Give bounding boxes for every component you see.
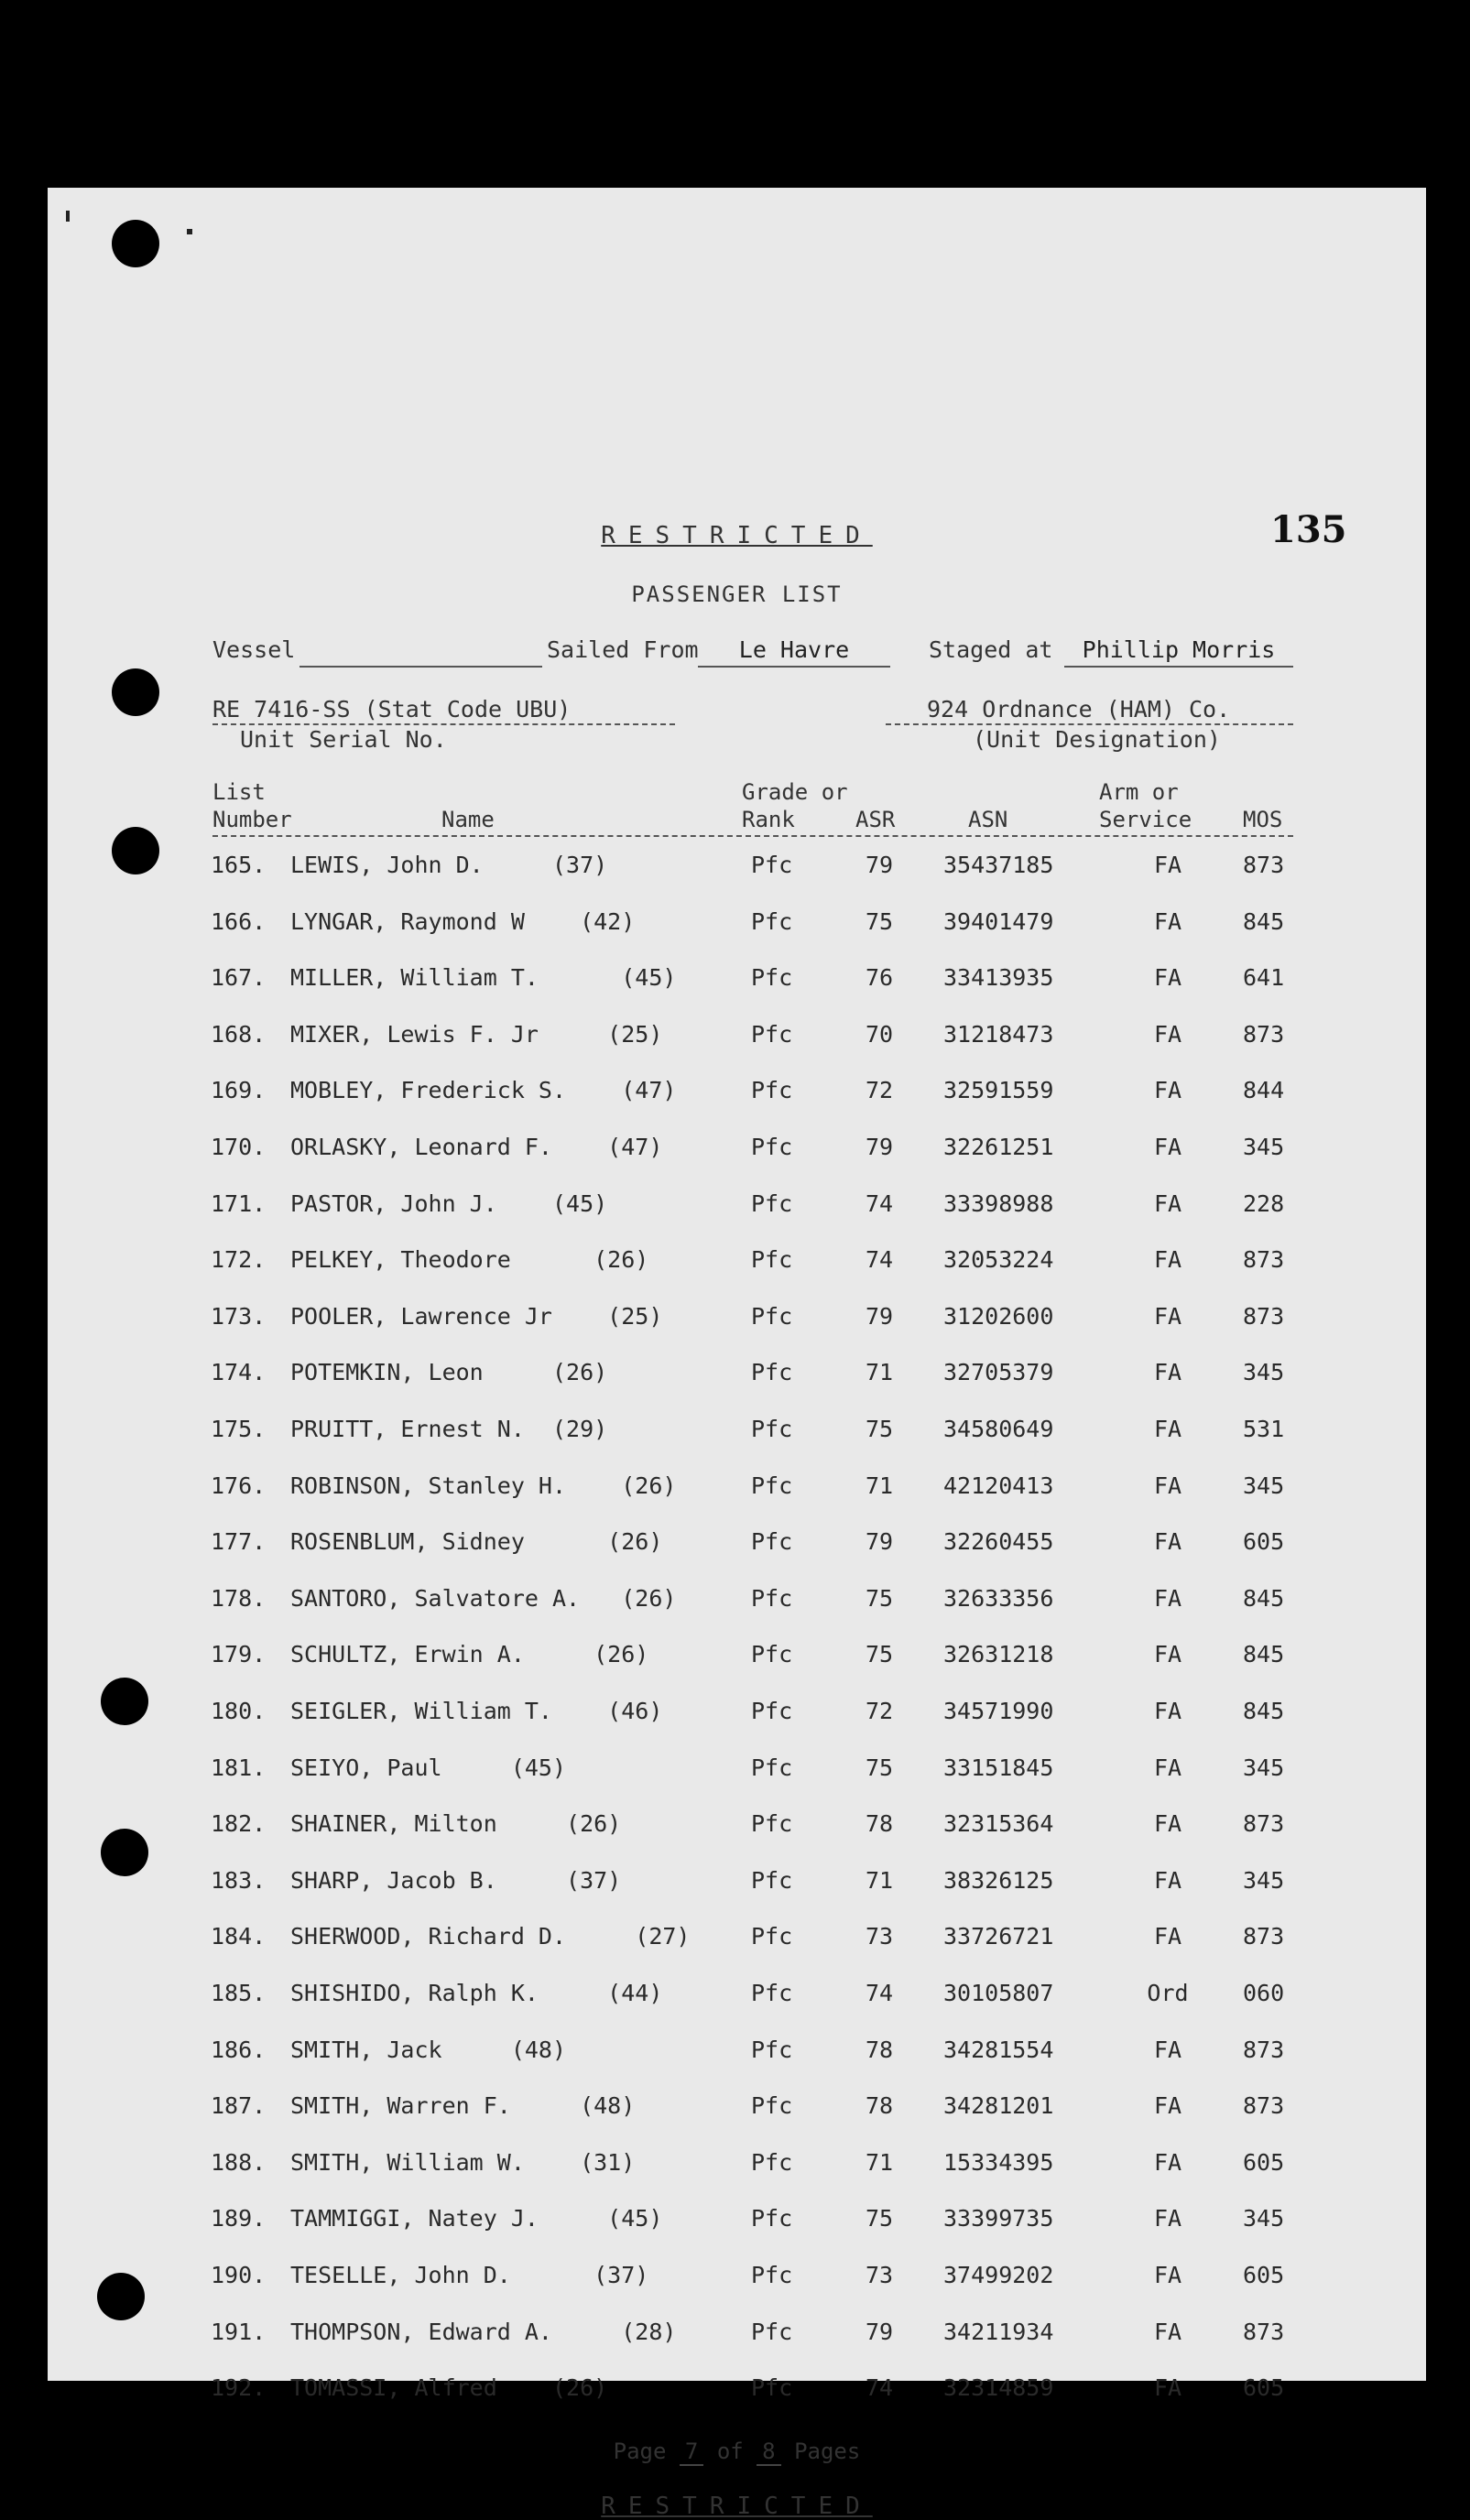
grade-cell: Pfc <box>751 2205 793 2232</box>
asn-cell: 38326125 <box>943 1866 1054 1894</box>
asr-cell: 72 <box>866 1077 894 1104</box>
grade-cell: Pfc <box>751 1923 793 1950</box>
table-row <box>48 1246 1426 1283</box>
grade-cell: Pfc <box>751 1584 793 1612</box>
passenger-name-cell: LEWIS, John D. (37) <box>290 852 608 878</box>
table-row <box>48 2319 1426 2355</box>
arm-service-cell: FA <box>1153 1359 1182 1386</box>
table-row <box>48 1528 1426 1565</box>
asn-cell: 39401479 <box>943 907 1054 935</box>
page-current: 7 <box>680 2439 703 2466</box>
list-number-cell: 175. <box>211 1416 267 1442</box>
list-number-cell: 171. <box>211 1189 267 1217</box>
grade-cell: Pfc <box>751 1134 793 1160</box>
table-row <box>48 1190 1426 1227</box>
grade-cell: Pfc <box>751 1472 793 1499</box>
asn-cell: 34580649 <box>943 1416 1054 1442</box>
table-row <box>48 1021 1426 1058</box>
passenger-name-cell: SCHULTZ, Erwin A. (26) <box>290 1641 649 1668</box>
list-number-cell: 165. <box>211 852 267 878</box>
arm-service-cell: FA <box>1153 1189 1182 1217</box>
list-number-cell: 173. <box>211 1302 267 1330</box>
asn-cell: 32053224 <box>943 1246 1054 1274</box>
mos-cell: 345 <box>1243 1472 1285 1499</box>
asr-cell: 74 <box>866 2374 894 2402</box>
list-number-cell: 191. <box>211 2318 267 2345</box>
asn-cell: 33413935 <box>943 964 1054 992</box>
passenger-name-cell: SEIYO, Paul (45) <box>290 1754 567 1781</box>
list-number-cell: 167. <box>211 964 267 992</box>
classification-header: RESTRICTED <box>601 522 873 549</box>
asr-cell: 78 <box>866 1810 894 1838</box>
passenger-name-cell: TAMMIGGI, Natey J. (45) <box>290 2205 663 2232</box>
document-page <box>48 188 1426 2520</box>
staged-at-label: Staged at <box>929 636 1053 663</box>
mos-cell: 844 <box>1243 1077 1285 1104</box>
asr-cell: 74 <box>866 1246 894 1274</box>
list-number-cell: 189. <box>211 2205 267 2232</box>
table-row <box>48 1303 1426 1340</box>
grade-cell: Pfc <box>751 1980 793 2006</box>
arm-service-cell: FA <box>1153 1302 1182 1330</box>
arm-service-cell: FA <box>1153 1246 1182 1274</box>
asr-cell: 71 <box>866 2148 894 2176</box>
vessel-value <box>299 636 542 668</box>
table-row <box>48 1754 1426 1791</box>
arm-service-cell: FA <box>1153 1472 1182 1499</box>
grade-cell: Pfc <box>751 1189 793 1217</box>
header-arm: Arm or Service <box>1099 779 1192 832</box>
table-row <box>48 1585 1426 1622</box>
arm-service-cell: FA <box>1153 2036 1182 2063</box>
table-row <box>48 1359 1426 1396</box>
asr-cell: 72 <box>866 1698 894 1724</box>
list-number-cell: 183. <box>211 1866 267 1894</box>
page-prefix: Page <box>613 2439 667 2464</box>
grade-cell: Pfc <box>751 1077 793 1104</box>
mos-cell: 605 <box>1243 2374 1285 2402</box>
arm-service-cell: Ord <box>1147 1980 1189 2006</box>
asn-cell: 32314859 <box>943 2374 1054 2402</box>
table-row <box>48 2262 1426 2298</box>
classification-footer: RESTRICTED <box>601 2493 873 2520</box>
asn-cell: 33726721 <box>943 1923 1054 1950</box>
passenger-name-cell: SANTORO, Salvatore A. (26) <box>290 1584 677 1612</box>
staged-at-value: Phillip Morris <box>1064 636 1293 668</box>
table-row <box>48 1134 1426 1170</box>
asr-cell: 76 <box>866 964 894 992</box>
asr-cell: 75 <box>866 2205 894 2232</box>
grade-cell: Pfc <box>751 852 793 878</box>
passenger-name-cell: SMITH, William W. (31) <box>290 2148 636 2176</box>
list-number-cell: 179. <box>211 1641 267 1668</box>
mos-cell: 845 <box>1243 907 1285 935</box>
table-row <box>48 1867 1426 1904</box>
passenger-name-cell: LYNGAR, Raymond W (42) <box>290 907 636 935</box>
passenger-name-cell: TOMASSI, Alfred (26) <box>290 2374 608 2402</box>
mos-cell: 345 <box>1243 1359 1285 1386</box>
arm-service-cell: FA <box>1153 1528 1182 1556</box>
asn-cell: 32631218 <box>943 1641 1054 1668</box>
arm-service-cell: FA <box>1153 1077 1182 1104</box>
table-row <box>48 1077 1426 1113</box>
passenger-name-cell: POOLER, Lawrence Jr (25) <box>290 1302 663 1330</box>
grade-cell: Pfc <box>751 2374 793 2402</box>
grade-cell: Pfc <box>751 2092 793 2120</box>
list-number-cell: 190. <box>211 2262 267 2288</box>
arm-service-cell: FA <box>1153 1584 1182 1612</box>
arm-service-cell: FA <box>1153 964 1182 992</box>
table-row <box>48 1416 1426 1452</box>
mos-cell: 873 <box>1243 2318 1285 2345</box>
arm-service-cell: FA <box>1153 1134 1182 1160</box>
grade-cell: Pfc <box>751 1698 793 1724</box>
mos-cell: 345 <box>1243 1866 1285 1894</box>
page-number: 135 <box>1270 508 1347 551</box>
passenger-name-cell: SHAINER, Milton (26) <box>290 1810 622 1838</box>
list-number-cell: 170. <box>211 1134 267 1160</box>
passenger-name-cell: SMITH, Warren F. (48) <box>290 2092 636 2120</box>
page-middle: of <box>716 2439 744 2464</box>
asn-cell: 37499202 <box>943 2262 1054 2288</box>
table-row <box>48 2205 1426 2242</box>
passenger-name-cell: ROSENBLUM, Sidney (26) <box>290 1528 663 1556</box>
list-number-cell: 174. <box>211 1359 267 1386</box>
passenger-name-cell: POTEMKIN, Leon (26) <box>290 1359 608 1386</box>
mos-cell: 605 <box>1243 2262 1285 2288</box>
passenger-name-cell: SMITH, Jack (48) <box>290 2036 567 2063</box>
passenger-name-cell: PELKEY, Theodore (26) <box>290 1246 649 1274</box>
table-row <box>48 2092 1426 2129</box>
list-number-cell: 192. <box>211 2374 267 2402</box>
grade-cell: Pfc <box>751 1302 793 1330</box>
header-name: Name <box>441 807 495 832</box>
asn-cell: 34571990 <box>943 1698 1054 1724</box>
asr-cell: 74 <box>866 1980 894 2006</box>
table-row <box>48 2149 1426 2186</box>
table-row <box>48 852 1426 888</box>
passenger-name-cell: SHERWOOD, Richard D. (27) <box>290 1923 691 1950</box>
page-count <box>48 2439 1426 2464</box>
table-row <box>48 908 1426 945</box>
asn-cell: 32591559 <box>943 1077 1054 1104</box>
mos-cell: 228 <box>1243 1189 1285 1217</box>
unit-serial-value: RE 7416-SS (Stat Code UBU) <box>212 696 572 722</box>
grade-cell: Pfc <box>751 1020 793 1048</box>
asn-cell: 42120413 <box>943 1472 1054 1499</box>
passenger-name-cell: MILLER, William T. (45) <box>290 964 677 992</box>
arm-service-cell: FA <box>1153 2374 1182 2402</box>
header-asn: ASN <box>968 807 1008 832</box>
list-number-cell: 169. <box>211 1077 267 1104</box>
asn-cell: 32315364 <box>943 1810 1054 1838</box>
unit-serial-label: Unit Serial No. <box>240 726 447 753</box>
grade-cell: Pfc <box>751 2148 793 2176</box>
arm-service-cell: FA <box>1153 2092 1182 2120</box>
list-number-cell: 178. <box>211 1584 267 1612</box>
binder-hole <box>112 668 159 716</box>
header-mos: MOS <box>1243 807 1283 832</box>
asn-cell: 31202600 <box>943 1302 1054 1330</box>
list-number-cell: 180. <box>211 1698 267 1724</box>
unit-designation-line <box>886 723 1293 725</box>
passenger-name-cell: TESELLE, John D. (37) <box>290 2262 649 2288</box>
arm-service-cell: FA <box>1153 1866 1182 1894</box>
table-row <box>48 1923 1426 1960</box>
asr-cell: 73 <box>866 2262 894 2288</box>
grade-cell: Pfc <box>751 1416 793 1442</box>
asr-cell: 75 <box>866 1641 894 1668</box>
asr-cell: 71 <box>866 1866 894 1894</box>
arm-service-cell: FA <box>1153 2262 1182 2288</box>
unit-designation-value: 924 Ordnance (HAM) Co. <box>927 696 1231 722</box>
list-number-cell: 181. <box>211 1754 267 1781</box>
mos-cell: 845 <box>1243 1584 1285 1612</box>
grade-cell: Pfc <box>751 1246 793 1274</box>
passenger-name-cell: ROBINSON, Stanley H. (26) <box>290 1472 677 1499</box>
page-total: 8 <box>757 2439 780 2466</box>
arm-service-cell: FA <box>1153 2205 1182 2232</box>
asr-cell: 71 <box>866 1472 894 1499</box>
table-row <box>48 2037 1426 2073</box>
asn-cell: 32633356 <box>943 1584 1054 1612</box>
edge-mark <box>66 211 70 222</box>
asn-cell: 33151845 <box>943 1754 1054 1781</box>
sailed-from-label: Sailed From <box>547 636 699 663</box>
asr-cell: 71 <box>866 1359 894 1386</box>
binder-hole <box>112 220 159 267</box>
asr-cell: 79 <box>866 1134 894 1160</box>
asr-cell: 79 <box>866 852 894 878</box>
grade-cell: Pfc <box>751 1754 793 1781</box>
arm-service-cell: FA <box>1153 1923 1182 1950</box>
asr-cell: 74 <box>866 1189 894 1217</box>
mos-cell: 060 <box>1243 1980 1285 2006</box>
asn-cell: 15334395 <box>943 2148 1054 2176</box>
asr-cell: 73 <box>866 1923 894 1950</box>
page-suffix: Pages <box>794 2439 861 2464</box>
asn-cell: 31218473 <box>943 1020 1054 1048</box>
asr-cell: 70 <box>866 1020 894 1048</box>
list-number-cell: 187. <box>211 2092 267 2120</box>
list-number-cell: 185. <box>211 1980 267 2006</box>
mos-cell: 345 <box>1243 2205 1285 2232</box>
asn-cell: 33399735 <box>943 2205 1054 2232</box>
vessel-label: Vessel <box>212 636 296 663</box>
arm-service-cell: FA <box>1153 907 1182 935</box>
table-row <box>48 1472 1426 1509</box>
mos-cell: 605 <box>1243 1528 1285 1556</box>
grade-cell: Pfc <box>751 2262 793 2288</box>
passenger-name-cell: MOBLEY, Frederick S. (47) <box>290 1077 677 1104</box>
mos-cell: 873 <box>1243 1246 1285 1274</box>
list-number-cell: 184. <box>211 1923 267 1950</box>
mos-cell: 873 <box>1243 1923 1285 1950</box>
asn-cell: 32261251 <box>943 1134 1054 1160</box>
arm-service-cell: FA <box>1153 1641 1182 1668</box>
asn-cell: 32260455 <box>943 1528 1054 1556</box>
passenger-name-cell: PRUITT, Ernest N. (29) <box>290 1416 608 1442</box>
passenger-name-cell: PASTOR, John J. (45) <box>290 1189 608 1217</box>
grade-cell: Pfc <box>751 2318 793 2345</box>
header-rule <box>212 835 1293 837</box>
mos-cell: 873 <box>1243 1302 1285 1330</box>
arm-service-cell: FA <box>1153 1416 1182 1442</box>
arm-service-cell: FA <box>1153 1810 1182 1838</box>
table-row <box>48 1810 1426 1847</box>
asr-cell: 75 <box>866 907 894 935</box>
table-row <box>48 1641 1426 1678</box>
asn-cell: 32705379 <box>943 1359 1054 1386</box>
mos-cell: 873 <box>1243 2036 1285 2063</box>
list-number-cell: 182. <box>211 1810 267 1838</box>
list-number-cell: 177. <box>211 1528 267 1556</box>
unit-serial-line <box>212 723 675 725</box>
passenger-name-cell: MIXER, Lewis F. Jr (25) <box>290 1020 663 1048</box>
arm-service-cell: FA <box>1153 2148 1182 2176</box>
asn-cell: 34211934 <box>943 2318 1054 2345</box>
grade-cell: Pfc <box>751 1528 793 1556</box>
mos-cell: 345 <box>1243 1754 1285 1781</box>
asr-cell: 75 <box>866 1416 894 1442</box>
arm-service-cell: FA <box>1153 1754 1182 1781</box>
mos-cell: 873 <box>1243 1020 1285 1048</box>
asr-cell: 78 <box>866 2036 894 2063</box>
grade-cell: Pfc <box>751 1810 793 1838</box>
list-number-cell: 186. <box>211 2036 267 2063</box>
arm-service-cell: FA <box>1153 2318 1182 2345</box>
grade-cell: Pfc <box>751 964 793 992</box>
table-row <box>48 964 1426 1001</box>
mos-cell: 873 <box>1243 852 1285 878</box>
grade-cell: Pfc <box>751 1641 793 1668</box>
arm-service-cell: FA <box>1153 1698 1182 1724</box>
passenger-name-cell: SHARP, Jacob B. (37) <box>290 1866 622 1894</box>
grade-cell: Pfc <box>751 2036 793 2063</box>
list-number-cell: 188. <box>211 2148 267 2176</box>
asn-cell: 35437185 <box>943 852 1054 878</box>
passenger-name-cell: ORLASKY, Leonard F. (47) <box>290 1134 663 1160</box>
mos-cell: 531 <box>1243 1416 1285 1442</box>
arm-service-cell: FA <box>1153 852 1182 878</box>
asn-cell: 33398988 <box>943 1189 1054 1217</box>
asr-cell: 75 <box>866 1754 894 1781</box>
passenger-name-cell: THOMPSON, Edward A. (28) <box>290 2318 677 2345</box>
mos-cell: 845 <box>1243 1698 1285 1724</box>
table-row <box>48 1980 1426 2016</box>
grade-cell: Pfc <box>751 907 793 935</box>
header-asr: ASR <box>855 807 896 832</box>
document-title: PASSENGER LIST <box>631 581 843 607</box>
mos-cell: 605 <box>1243 2148 1285 2176</box>
asr-cell: 79 <box>866 2318 894 2345</box>
passenger-name-cell: SEIGLER, William T. (46) <box>290 1698 663 1724</box>
asn-cell: 34281201 <box>943 2092 1054 2120</box>
asr-cell: 78 <box>866 2092 894 2120</box>
header-list-number: List Number <box>212 779 292 832</box>
table-row <box>48 1698 1426 1734</box>
asn-cell: 34281554 <box>943 2036 1054 2063</box>
mos-cell: 873 <box>1243 1810 1285 1838</box>
list-number-cell: 166. <box>211 907 267 935</box>
header-grade: Grade or Rank <box>742 779 848 832</box>
arm-service-cell: FA <box>1153 1020 1182 1048</box>
asr-cell: 79 <box>866 1528 894 1556</box>
sailed-from-value: Le Havre <box>698 636 890 668</box>
list-number-cell: 172. <box>211 1246 267 1274</box>
mos-cell: 845 <box>1243 1641 1285 1668</box>
grade-cell: Pfc <box>751 1866 793 1894</box>
asr-cell: 79 <box>866 1302 894 1330</box>
mos-cell: 345 <box>1243 1134 1285 1160</box>
mos-cell: 873 <box>1243 2092 1285 2120</box>
asn-cell: 30105807 <box>943 1980 1054 2006</box>
unit-designation-label: (Unit Designation) <box>973 726 1221 753</box>
grade-cell: Pfc <box>751 1359 793 1386</box>
list-number-cell: 176. <box>211 1472 267 1499</box>
table-row <box>48 2374 1426 2411</box>
passenger-name-cell: SHISHIDO, Ralph K. (44) <box>290 1980 663 2006</box>
edge-mark <box>187 229 192 234</box>
list-number-cell: 168. <box>211 1020 267 1048</box>
mos-cell: 641 <box>1243 964 1285 992</box>
asr-cell: 75 <box>866 1584 894 1612</box>
